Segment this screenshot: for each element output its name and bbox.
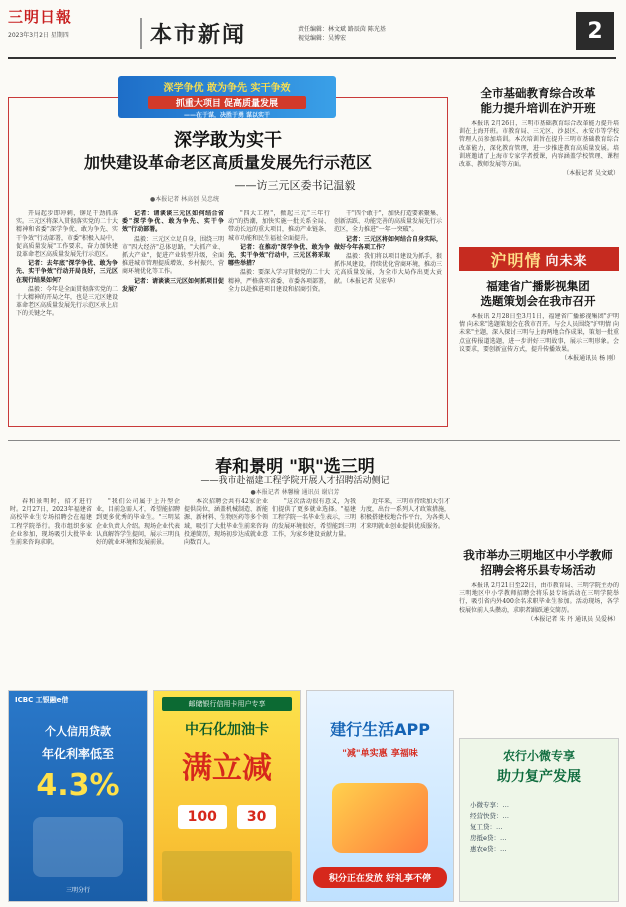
right-story-3-body bbox=[459, 582, 619, 732]
jobfair-column-5 bbox=[360, 498, 450, 682]
agri-list-item: 小微专享：… bbox=[470, 801, 509, 809]
paragraph: 干"四个敢于"，加快打造要素聚集、创新活跃、功能完善的高质量发展先行示范区，全力推进"一年一突破"。 bbox=[334, 210, 442, 234]
feature-column-4 bbox=[334, 210, 442, 422]
jobfair-byline: ●本报记者 林馨榆 通讯员 谢启芳 bbox=[250, 489, 340, 496]
credit: （本报通讯员 杨 刚） bbox=[561, 355, 619, 363]
right-story-1-headline bbox=[455, 86, 621, 116]
paragraph: 本报讯 2月21日至22日，由市教育局、三明学院主办的三明地区中小学教师招聘会将乐县专场活动在三明学院举行，吸引省内外400余名求职毕业生参加。活动现场，各学校展位前人头攒动，求职者踊跃递交简历。 bbox=[459, 582, 619, 614]
header-rule bbox=[8, 57, 616, 59]
ccb-illustration bbox=[332, 783, 428, 853]
banner-line-3: ——在于谋，决胜于勇 谋以实干 bbox=[183, 112, 271, 119]
banner-text-2: 向未来 bbox=[545, 253, 588, 269]
section-title: 本市新闻 bbox=[140, 18, 246, 49]
editor-credits: 责任编辑：林文斌 路辰茵 陈光基 视觉编辑：吴博宏 bbox=[298, 26, 386, 42]
agri-bank-ad bbox=[459, 738, 619, 902]
icbc-product: 个人信用贷款 bbox=[45, 725, 111, 738]
headline-line: 招聘会将乐县专场活动 bbox=[480, 563, 596, 577]
headline-line: 全市基础教育综合改革 bbox=[480, 86, 596, 100]
paragraph: "四大工程"，掀起三元"三年行动"的热潮，加快实施一批关系全局、带动长远的重大项目，推动产业链条、城市功能和民生福祉全面提升。 bbox=[228, 210, 330, 242]
paragraph: 温毅：三元区立足自身，围绕三明市"四大经济"总体思路，"大抓产业、抓大产业"，促进产业转型升级，全面推进城市管理提质增效、乡村振兴、营商环境优化等工作。 bbox=[122, 235, 224, 276]
ccb-life-app-ad bbox=[306, 690, 454, 902]
icbc-illustration bbox=[33, 817, 123, 877]
banner-line-1: 深学争优 敢为争先 实干争效 bbox=[163, 83, 291, 94]
jobfair-column-4 bbox=[272, 498, 356, 682]
icbc-rate: 4.3% bbox=[36, 768, 120, 803]
ccb-subtitle: "减"单实惠 享福味 bbox=[342, 749, 418, 759]
paragraph: "这次活动很有意义，为我们提供了更多就业选择。"福建工程学院一名毕业生表示，三明的发展环境很好，希望能到三明工作，为家乡建设贡献力量。 bbox=[272, 498, 356, 538]
page-number: 2 bbox=[576, 12, 614, 50]
agri-list-item: 房抵e贷：… bbox=[470, 834, 507, 842]
paragraph: 春和景明时，招才进行时。2月27日，2023年福建省高校毕业生专场招聘会在福建工程学院举行。我市组织多家企业参加，现场吸引大批毕业生前来咨询求职。 bbox=[10, 498, 92, 547]
right-story-2-headline bbox=[455, 279, 621, 309]
paragraph: "我们公司属于上升型企业，目前急需人才，希望能招聘到更多优秀的毕业生。"三明某企业负责人介绍。现场企业代表认真解答学生提问，展示三明良好的就业环境和发展前景。 bbox=[96, 498, 180, 547]
credit: （本报记者 吴文斌） bbox=[563, 170, 619, 178]
interview-question: 记者：在推动"深学争优、敢为争先、实干争效"行动中，三元区将采取哪些举措？ bbox=[228, 243, 330, 268]
headline-line: 选题策划会在我市召开 bbox=[480, 294, 596, 308]
newspaper-logo: 三明日報 bbox=[8, 8, 73, 26]
feature-column-2 bbox=[122, 210, 224, 422]
red-slogan-banner bbox=[459, 247, 619, 271]
agri-top: 农行小微专享 bbox=[502, 749, 575, 763]
paragraph: 本报讯 2月26日，三明市基础教育综合改革能力提升培训在上海开班。市教育局、三元区、沙县区、永安市等学校管理人员参加培训。本次培训旨在提升三明市基础教育综合改革能力，深化教育管理，进一步推进教育高质量发展。培训班邀请了上海市专家学者授课，内容涵盖学校管理、课程改革、教师发展等方面。 bbox=[459, 120, 619, 169]
right-story-3-headline bbox=[455, 548, 621, 578]
feature-subheadline: ——访三元区委书记温毅 bbox=[234, 179, 356, 192]
post-price-2: 30 bbox=[237, 805, 276, 829]
icbc-rate-label: 年化利率低至 bbox=[41, 747, 114, 761]
headline-line: 能力提升培训在沪开班 bbox=[480, 101, 596, 115]
interview-question: 记者：请谈谈三元区如何抓项目促发展？ bbox=[122, 277, 224, 293]
issue-date: 2023年3月2日 星期四 bbox=[8, 32, 69, 39]
agri-list-item: 复工贷：… bbox=[470, 823, 503, 831]
paragraph: 本报讯 2月28日至3月1日，福建省广播影视集团"沪明情 向未来"选题策划会在我市召开。与会人员围绕"沪明情 向未来"主题，深入探讨三明与上海两地合作成果，策划一批重点宣传报道选题，进一步讲好三明故事，展示三明形象。会议要求，要创新宣传方式，提升传播效果。 bbox=[459, 313, 619, 353]
right-story-2-body bbox=[459, 313, 619, 437]
interview-question: 记者：去年底"深学争优、敢为争先、实干争效"行动开局良好，三元区在现行结果如何？ bbox=[16, 260, 118, 284]
icbc-footer: 三明分行 bbox=[65, 887, 90, 894]
section-divider bbox=[8, 440, 620, 441]
headline-line: 我市举办三明地区中小学教师 bbox=[463, 548, 613, 562]
postal-bank-ad bbox=[153, 690, 301, 902]
post-fine-print bbox=[162, 851, 292, 901]
icbc-loan-ad bbox=[8, 690, 148, 902]
agri-list-item: 经营快贷：… bbox=[470, 812, 509, 820]
post-prices bbox=[154, 805, 300, 829]
interview-question: 记者：请谈谈三元区如何结合省委"深学争优、敢为争先、实干争效"行动部署。 bbox=[122, 210, 224, 234]
jobfair-column-1 bbox=[10, 498, 92, 682]
agri-list-item: 惠农e贷：… bbox=[470, 845, 507, 853]
banner-line-2: 抓重大项目 促高质量发展 bbox=[148, 96, 306, 109]
feature-headline-line-2: 加快建设革命老区高质量发展先行示范区 bbox=[83, 153, 372, 172]
paragraph: 本次招聘会共有42家企业提供岗位，涵盖机械制造、新能源、新材料、生物医药等多个领域，吸引了大批毕业生前来咨询投递简历，现场初步达成就业意向数百人。 bbox=[184, 498, 268, 547]
jobfair-column-2 bbox=[96, 498, 180, 682]
agri-list bbox=[470, 800, 608, 855]
post-price-1: 100 bbox=[178, 805, 227, 829]
headline-line: 福建省广播影视集团 bbox=[486, 279, 590, 293]
interview-question: 记者：三元区将如何结合自身实际，做好今年各项工作？ bbox=[334, 235, 442, 251]
jobfair-subheadline: ——我市赴福建工程学院开展人才招聘活动侧记 bbox=[200, 476, 390, 486]
paragraph: 温毅：要深入学习贯彻党的二十大精神，严格落实省委、市委各项部署，全力以赴推进项目建设和招商引资。 bbox=[228, 269, 330, 293]
campaign-banner bbox=[118, 76, 336, 118]
icbc-logo: ICBC 工银融e借 bbox=[15, 696, 69, 704]
post-main: 中石化加油卡 bbox=[185, 722, 269, 738]
ccb-title: 建行生活APP bbox=[330, 720, 430, 739]
jobfair-column-3 bbox=[184, 498, 268, 682]
agri-main: 助力复产发展 bbox=[497, 769, 581, 785]
jobfair-headline: 春和景明 "职"选三明 bbox=[215, 457, 375, 477]
paragraph: 开局起步即冲刺，铆足干劲抓落实。三元区将深入贯彻落实党的二十大精神和省委"深学争优、敢为争先、实干争效"行动部署，市委"积极入局中，促高质量发展"工作要求，奋力加快建设革命老区高质量发展先行示范区。 bbox=[16, 210, 118, 259]
right-story-1-body bbox=[459, 120, 619, 230]
feature-headline bbox=[14, 130, 442, 174]
ccb-bottom: 积分正在发放 好礼享不停 bbox=[313, 867, 447, 888]
paragraph: 近年来，三明市持续加大引才力度，出台一系列人才政策措施，积极搭建校地合作平台，为各类人才来明就业创业提供优质服务。 bbox=[360, 498, 450, 530]
paragraph: 温毅：我们将以项目建设为抓手，狠抓作风建设，持续优化营商环境，推动三元高质量发展，为全市大局作出更大贡献。（本报记者 吴宏华） bbox=[334, 253, 442, 285]
banner-text-1: 沪明情 bbox=[490, 250, 542, 270]
post-top: 邮储银行信用卡用户专享 bbox=[162, 697, 292, 711]
post-big: 满立减 bbox=[182, 751, 272, 786]
credit: （本报记者 朱 丹 通讯员 吴爱林） bbox=[527, 615, 619, 623]
feature-byline: ●本报记者 林高创 吴忠统 bbox=[150, 196, 220, 203]
feature-column-1 bbox=[16, 210, 118, 422]
feature-column-3 bbox=[228, 210, 330, 422]
feature-headline-line-1: 深学敢为实干 bbox=[174, 130, 282, 151]
paragraph: 温毅：今年是全面贯彻落实党的二十大精神的开局之年，也是三元区建设革命老区高质量发展先行示范区承上启下的关键之年。 bbox=[16, 285, 118, 318]
